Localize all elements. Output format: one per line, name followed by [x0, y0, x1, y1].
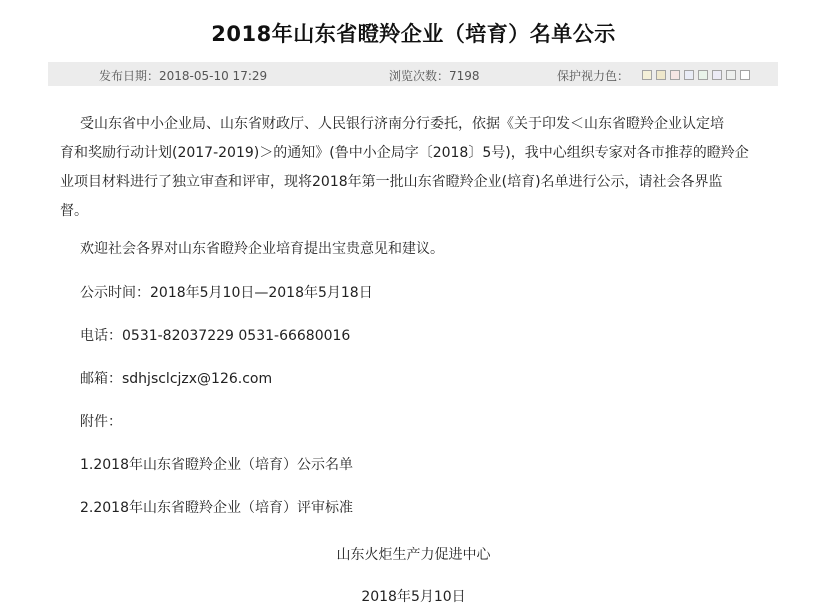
- contact-phone: 电话：0531-82037229 0531-66680016: [80, 328, 351, 344]
- welcome-text: 欢迎社会各界对山东省瞪羚企业培育提出宝贵意见和建议。: [80, 241, 444, 257]
- publish-date: 发布日期：2018-05-10 17:29: [99, 69, 268, 83]
- color-swatch[interactable]: [698, 70, 708, 80]
- publicity-period: 公示时间：2018年5月10日—2018年5月18日: [80, 285, 373, 301]
- color-swatch[interactable]: [642, 70, 652, 80]
- color-swatch[interactable]: [684, 70, 694, 80]
- color-swatch[interactable]: [656, 70, 666, 80]
- eye-protect-label: 保护视力色：: [557, 69, 630, 83]
- eye-protect-color-swatches: [642, 70, 750, 80]
- color-swatch[interactable]: [670, 70, 680, 80]
- intro-line: 业项目材料进行了独立审查和评审，现将2018年第一批山东省瞪羚企业(培育)名单进行公示，请社会各界监: [60, 174, 723, 190]
- color-swatch[interactable]: [712, 70, 722, 80]
- intro-paragraph: [60, 110, 780, 226]
- signature-org: 山东火炬生产力促进中心: [336, 547, 491, 563]
- color-swatch[interactable]: [740, 70, 750, 80]
- article-info-bar: [48, 62, 778, 86]
- attachments-label: 附件：: [80, 414, 122, 430]
- intro-line: 受山东省中小企业局、山东省财政厅、人民银行济南分行委托，依据《关于印发＜山东省瞪羚企业认定培: [80, 116, 724, 132]
- view-count: 浏览次数：7198: [389, 69, 480, 83]
- attachment-link-1[interactable]: 1.2018年山东省瞪羚企业（培育）公示名单: [80, 457, 353, 473]
- page-title: 2018年山东省瞪羚企业（培育）名单公示: [211, 22, 616, 46]
- color-swatch[interactable]: [726, 70, 736, 80]
- signature-date: 2018年5月10日: [361, 589, 466, 605]
- contact-email: 邮箱：sdhjsclcjzx@126.com: [80, 371, 273, 387]
- intro-line: 督。: [60, 203, 88, 219]
- intro-line: 育和奖励行动计划(2017-2019)＞的通知》(鲁中小企局字〔2018〕5号)，我中心组织专家对各市推荐的瞪羚企: [60, 145, 749, 161]
- attachment-link-2[interactable]: 2.2018年山东省瞪羚企业（培育）评审标准: [80, 500, 353, 516]
